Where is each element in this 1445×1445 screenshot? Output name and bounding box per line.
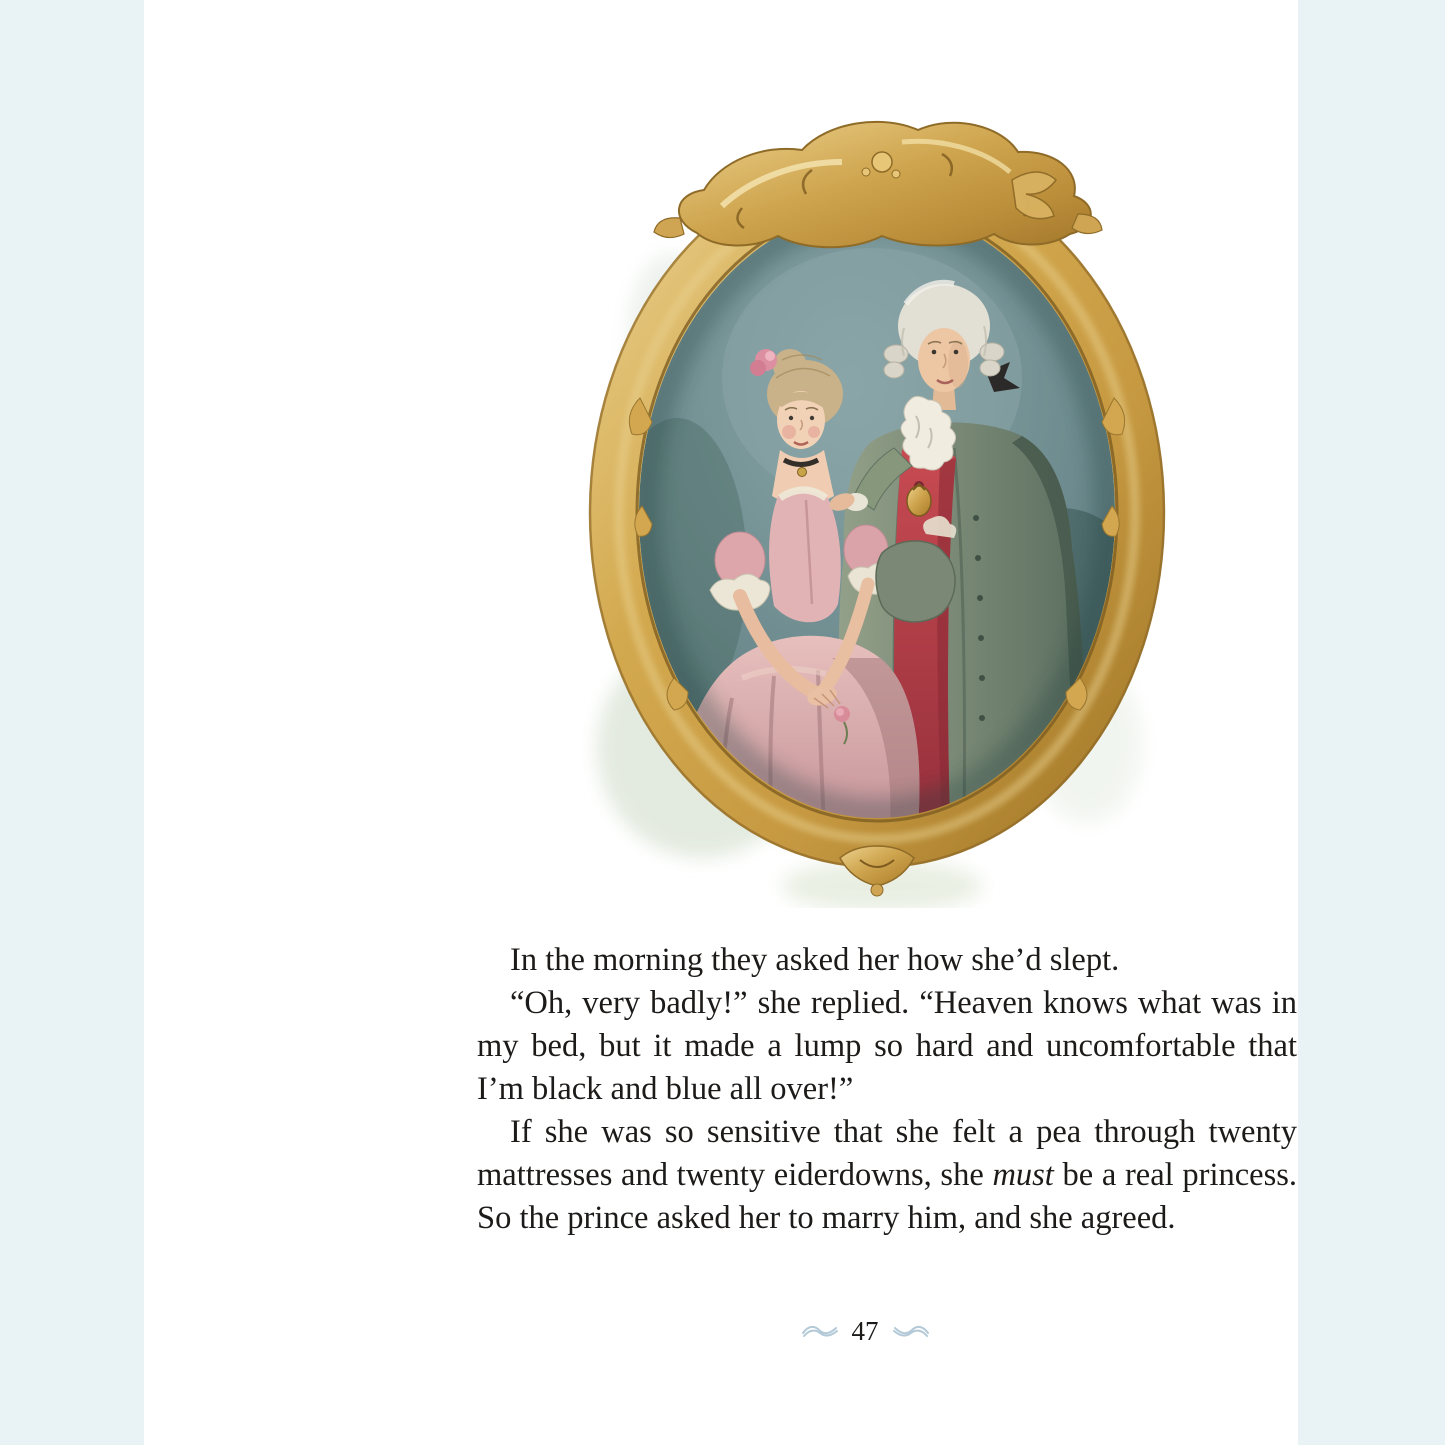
story-text: In the morning they asked her how she’d slept.: [510, 942, 1120, 978]
princess-bodice: [769, 490, 841, 622]
grey-glove: [876, 541, 955, 622]
story-text: If she was so sensitive that she felt a pea through twenty mattresses and twenty eiderdowns, she: [477, 1114, 1297, 1193]
swash-flourish-left-icon: [801, 1323, 839, 1339]
swash-flourish-right-icon: [892, 1323, 930, 1339]
book-page: [144, 0, 1298, 1445]
frame-crest: [654, 122, 1102, 247]
story-paragraph: [477, 939, 1297, 982]
framed-portrait-illustration: [582, 98, 1182, 908]
page-margin-left: [0, 0, 144, 1445]
story-paragraph: [477, 982, 1297, 1111]
gold-medal: [907, 486, 931, 516]
story-paragraph: [477, 1111, 1297, 1240]
folio: [288, 1316, 1442, 1345]
story-text-block: [477, 939, 1297, 1240]
story-text-italic: must: [992, 1157, 1054, 1193]
story-text: “Oh, very badly!” she replied. “Heaven knows what was in my bed, but it made a lump so hard and uncomfortable that I’m black and blue all over!”: [477, 985, 1297, 1107]
page-margin-right: [1298, 0, 1445, 1445]
page-number: 47: [851, 1316, 879, 1346]
story-text: be a real princess. So the prince asked her to marry him, and she agreed.: [477, 1157, 1297, 1236]
